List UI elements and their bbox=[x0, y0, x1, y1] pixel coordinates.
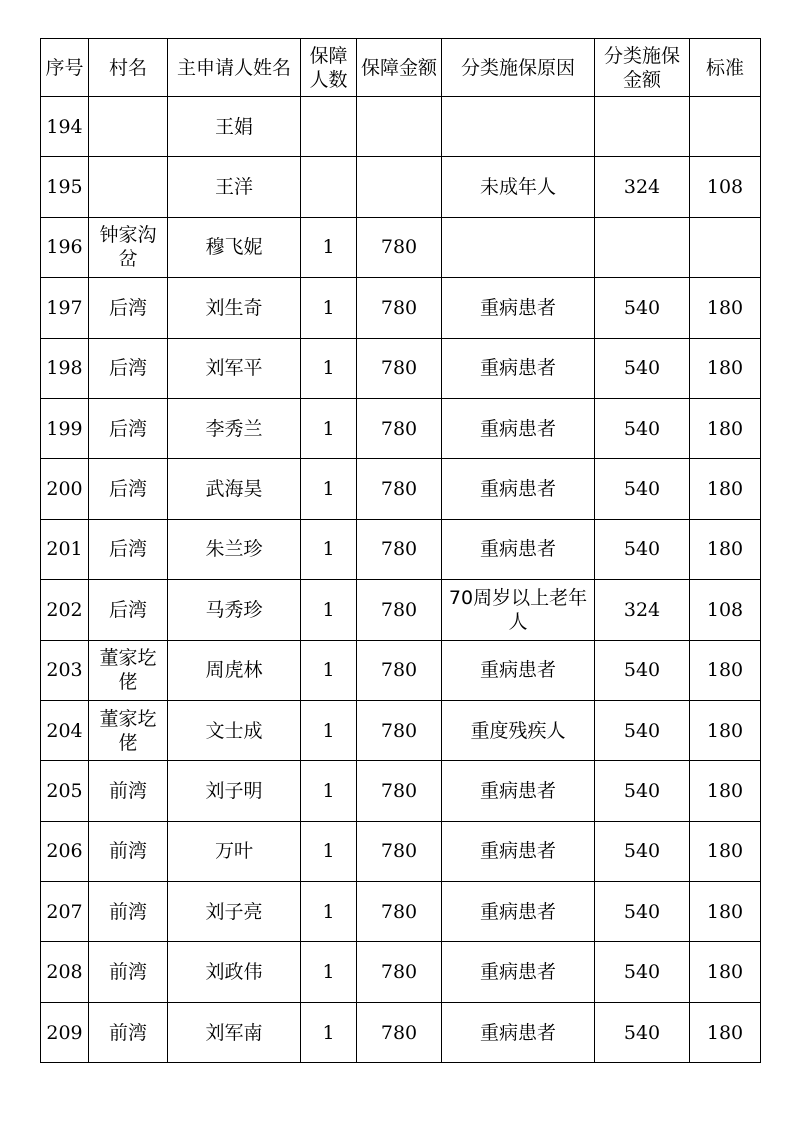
cell-village: 董家圪佬 bbox=[89, 700, 168, 760]
cell-reason: 70周岁以上老年人 bbox=[442, 580, 595, 640]
cell-standard: 180 bbox=[690, 821, 761, 881]
cell-village: 后湾 bbox=[89, 278, 168, 338]
cell-village: 前湾 bbox=[89, 821, 168, 881]
cell-persons: 1 bbox=[301, 942, 357, 1002]
table-row bbox=[41, 1002, 761, 1062]
cell-village bbox=[89, 157, 168, 217]
cell-persons: 1 bbox=[301, 882, 357, 942]
cell-persons: 1 bbox=[301, 398, 357, 458]
cell-seq: 199 bbox=[41, 398, 89, 458]
cell-village bbox=[89, 97, 168, 157]
cell-applicant-name: 刘军平 bbox=[168, 338, 301, 398]
cell-applicant-name: 穆飞妮 bbox=[168, 217, 301, 277]
cell-applicant-name: 王娟 bbox=[168, 97, 301, 157]
cell-amount: 780 bbox=[357, 942, 442, 1002]
cell-persons: 1 bbox=[301, 278, 357, 338]
cell-standard: 180 bbox=[690, 1002, 761, 1062]
cell-applicant-name: 马秀珍 bbox=[168, 580, 301, 640]
cell-amount bbox=[357, 97, 442, 157]
cell-reason: 重病患者 bbox=[442, 882, 595, 942]
cell-village: 后湾 bbox=[89, 519, 168, 579]
cell-reason: 重病患者 bbox=[442, 278, 595, 338]
cell-amount: 780 bbox=[357, 761, 442, 821]
cell-village: 前湾 bbox=[89, 882, 168, 942]
header-standard: 标准 bbox=[690, 39, 761, 97]
cell-seq: 201 bbox=[41, 519, 89, 579]
cell-standard: 180 bbox=[690, 942, 761, 1002]
cell-persons: 1 bbox=[301, 338, 357, 398]
cell-village: 前湾 bbox=[89, 942, 168, 1002]
cell-class-amount: 540 bbox=[595, 700, 690, 760]
table-row bbox=[41, 217, 761, 277]
header-seq: 序号 bbox=[41, 39, 89, 97]
cell-seq: 198 bbox=[41, 338, 89, 398]
cell-applicant-name: 刘军南 bbox=[168, 1002, 301, 1062]
cell-applicant-name: 万叶 bbox=[168, 821, 301, 881]
cell-seq: 195 bbox=[41, 157, 89, 217]
header-row bbox=[41, 39, 761, 97]
cell-reason: 未成年人 bbox=[442, 157, 595, 217]
table-row bbox=[41, 882, 761, 942]
cell-standard: 180 bbox=[690, 882, 761, 942]
cell-amount: 780 bbox=[357, 398, 442, 458]
header-reason: 分类施保原因 bbox=[442, 39, 595, 97]
cell-seq: 205 bbox=[41, 761, 89, 821]
cell-amount: 780 bbox=[357, 882, 442, 942]
cell-reason: 重病患者 bbox=[442, 519, 595, 579]
header-class-amount: 分类施保金额 bbox=[595, 39, 690, 97]
cell-standard: 108 bbox=[690, 580, 761, 640]
cell-class-amount: 540 bbox=[595, 459, 690, 519]
cell-applicant-name: 周虎林 bbox=[168, 640, 301, 700]
cell-reason: 重病患者 bbox=[442, 338, 595, 398]
cell-class-amount: 540 bbox=[595, 640, 690, 700]
cell-applicant-name: 刘政伟 bbox=[168, 942, 301, 1002]
cell-reason: 重病患者 bbox=[442, 459, 595, 519]
cell-class-amount: 540 bbox=[595, 519, 690, 579]
cell-persons: 1 bbox=[301, 821, 357, 881]
cell-amount: 780 bbox=[357, 700, 442, 760]
cell-seq: 208 bbox=[41, 942, 89, 1002]
cell-amount: 780 bbox=[357, 640, 442, 700]
cell-class-amount bbox=[595, 97, 690, 157]
cell-persons: 1 bbox=[301, 761, 357, 821]
cell-class-amount: 540 bbox=[595, 882, 690, 942]
cell-reason: 重病患者 bbox=[442, 640, 595, 700]
cell-seq: 194 bbox=[41, 97, 89, 157]
cell-standard: 180 bbox=[690, 278, 761, 338]
cell-seq: 202 bbox=[41, 580, 89, 640]
cell-persons: 1 bbox=[301, 217, 357, 277]
cell-standard: 180 bbox=[690, 761, 761, 821]
cell-reason: 重病患者 bbox=[442, 821, 595, 881]
cell-seq: 196 bbox=[41, 217, 89, 277]
cell-village: 后湾 bbox=[89, 398, 168, 458]
cell-class-amount bbox=[595, 217, 690, 277]
cell-seq: 203 bbox=[41, 640, 89, 700]
cell-village: 董家圪佬 bbox=[89, 640, 168, 700]
cell-class-amount: 540 bbox=[595, 821, 690, 881]
cell-persons: 1 bbox=[301, 580, 357, 640]
cell-seq: 204 bbox=[41, 700, 89, 760]
table-row bbox=[41, 278, 761, 338]
cell-reason: 重病患者 bbox=[442, 398, 595, 458]
cell-amount: 780 bbox=[357, 338, 442, 398]
cell-applicant-name: 刘生奇 bbox=[168, 278, 301, 338]
cell-standard: 180 bbox=[690, 640, 761, 700]
cell-persons: 1 bbox=[301, 700, 357, 760]
table-row bbox=[41, 338, 761, 398]
cell-amount: 780 bbox=[357, 459, 442, 519]
cell-persons bbox=[301, 157, 357, 217]
cell-applicant-name: 刘子明 bbox=[168, 761, 301, 821]
cell-village: 后湾 bbox=[89, 580, 168, 640]
cell-applicant-name: 刘子亮 bbox=[168, 882, 301, 942]
cell-reason: 重病患者 bbox=[442, 1002, 595, 1062]
cell-seq: 209 bbox=[41, 1002, 89, 1062]
cell-reason bbox=[442, 217, 595, 277]
header-village: 村名 bbox=[89, 39, 168, 97]
cell-amount: 780 bbox=[357, 1002, 442, 1062]
cell-seq: 197 bbox=[41, 278, 89, 338]
table-body bbox=[41, 97, 761, 1063]
cell-standard bbox=[690, 97, 761, 157]
cell-persons: 1 bbox=[301, 459, 357, 519]
cell-applicant-name: 武海昊 bbox=[168, 459, 301, 519]
cell-seq: 207 bbox=[41, 882, 89, 942]
cell-amount: 780 bbox=[357, 519, 442, 579]
table-row bbox=[41, 942, 761, 1002]
cell-amount: 780 bbox=[357, 821, 442, 881]
cell-village: 前湾 bbox=[89, 1002, 168, 1062]
cell-village: 后湾 bbox=[89, 459, 168, 519]
cell-persons bbox=[301, 97, 357, 157]
header-applicant-name: 主申请人姓名 bbox=[168, 39, 301, 97]
table-row bbox=[41, 821, 761, 881]
cell-reason: 重病患者 bbox=[442, 942, 595, 1002]
cell-class-amount: 540 bbox=[595, 1002, 690, 1062]
cell-standard bbox=[690, 217, 761, 277]
cell-standard: 180 bbox=[690, 700, 761, 760]
cell-reason bbox=[442, 97, 595, 157]
cell-persons: 1 bbox=[301, 519, 357, 579]
relief-ledger-table bbox=[40, 38, 761, 1063]
cell-standard: 180 bbox=[690, 398, 761, 458]
cell-applicant-name: 李秀兰 bbox=[168, 398, 301, 458]
cell-standard: 108 bbox=[690, 157, 761, 217]
cell-village: 钟家沟岔 bbox=[89, 217, 168, 277]
cell-amount bbox=[357, 157, 442, 217]
table-row bbox=[41, 700, 761, 760]
cell-applicant-name: 文士成 bbox=[168, 700, 301, 760]
cell-applicant-name: 朱兰珍 bbox=[168, 519, 301, 579]
cell-amount: 780 bbox=[357, 217, 442, 277]
table-row bbox=[41, 519, 761, 579]
cell-standard: 180 bbox=[690, 459, 761, 519]
header-persons: 保障人数 bbox=[301, 39, 357, 97]
cell-persons: 1 bbox=[301, 1002, 357, 1062]
cell-persons: 1 bbox=[301, 640, 357, 700]
table-row bbox=[41, 398, 761, 458]
cell-seq: 206 bbox=[41, 821, 89, 881]
cell-village: 后湾 bbox=[89, 338, 168, 398]
table-row bbox=[41, 761, 761, 821]
table-row bbox=[41, 580, 761, 640]
cell-standard: 180 bbox=[690, 338, 761, 398]
cell-class-amount: 540 bbox=[595, 278, 690, 338]
cell-amount: 780 bbox=[357, 278, 442, 338]
cell-amount: 780 bbox=[357, 580, 442, 640]
cell-reason: 重病患者 bbox=[442, 761, 595, 821]
cell-village: 前湾 bbox=[89, 761, 168, 821]
table-row bbox=[41, 157, 761, 217]
cell-seq: 200 bbox=[41, 459, 89, 519]
cell-reason: 重度残疾人 bbox=[442, 700, 595, 760]
cell-class-amount: 540 bbox=[595, 338, 690, 398]
table-row bbox=[41, 459, 761, 519]
cell-class-amount: 540 bbox=[595, 942, 690, 1002]
cell-class-amount: 324 bbox=[595, 580, 690, 640]
header-amount: 保障金额 bbox=[357, 39, 442, 97]
cell-class-amount: 540 bbox=[595, 761, 690, 821]
cell-class-amount: 324 bbox=[595, 157, 690, 217]
table-row bbox=[41, 97, 761, 157]
table-row bbox=[41, 640, 761, 700]
cell-applicant-name: 王洋 bbox=[168, 157, 301, 217]
cell-standard: 180 bbox=[690, 519, 761, 579]
cell-class-amount: 540 bbox=[595, 398, 690, 458]
